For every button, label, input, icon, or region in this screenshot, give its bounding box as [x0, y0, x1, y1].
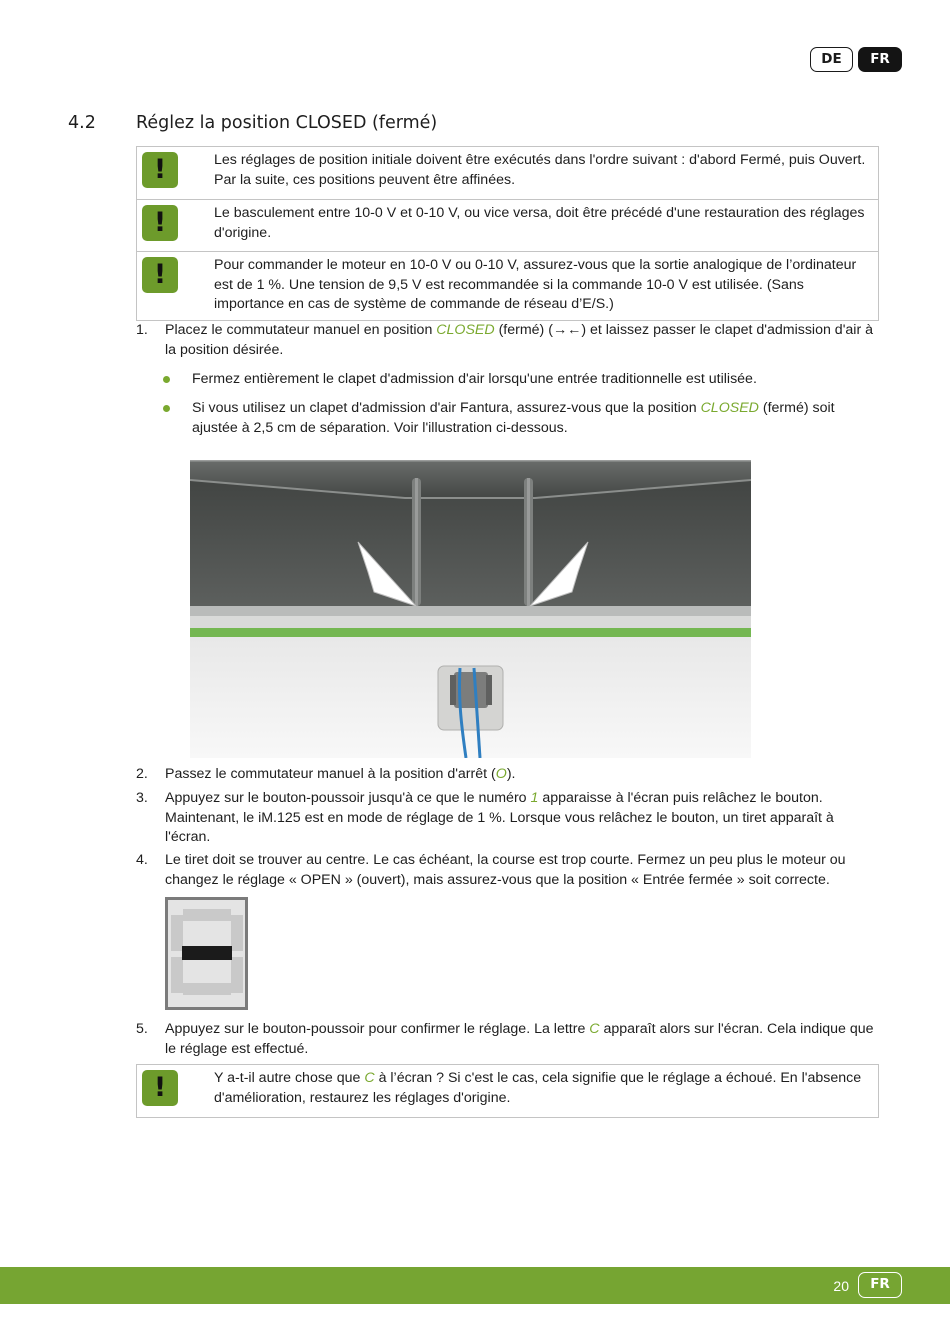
bullet-text: Si vous utilisez un clapet d'admission d'air Fantura, assurez-vous que la position CLOSED (fermé) soit ajustée à 2,5 cm de séparation. Voir l'illustration ci-dessous.: [192, 400, 835, 436]
warning-icon: !: [142, 205, 178, 241]
letter-highlight: C: [589, 1021, 600, 1037]
number-highlight: 1: [530, 790, 539, 806]
step-text: Passez le commutateur manuel à la position d'arrêt (O).: [165, 766, 516, 782]
step-text: Placez le commutateur manuel en position CLOSED (fermé) (→←) et laissez passer le clapet d'admission d'air à la position désirée.: [165, 322, 873, 358]
warning-icon: !: [142, 1070, 178, 1106]
bullet-icon: [163, 405, 170, 412]
step-number: 4.: [136, 852, 148, 868]
step-number: 2.: [136, 766, 148, 782]
step-text: Appuyez sur le bouton-poussoir jusqu'à ce que le numéro 1 apparaisse à l'écran puis relâchez le bouton. Maintenant, le iM.125 est en mode de réglage de 1 %. Lorsque vous relâchez le bouton, un tiret apparaît à l'écran.: [165, 790, 834, 845]
display-dash-illustration: [165, 897, 248, 1010]
warning-text: Les réglages de position initiale doivent être exécutés dans l'ordre suivant : d'abord Fermé, puis Ouvert. Par la suite, ces positions peuvent être affinées.: [214, 152, 866, 188]
footer-lang-button[interactable]: FR: [858, 1272, 902, 1298]
air-inlet-illustration: [190, 460, 751, 758]
bullet-icon: [163, 376, 170, 383]
step-number: 5.: [136, 1021, 148, 1037]
arrow-icon: →←: [552, 322, 582, 338]
bullet-text: Fermez entièrement le clapet d'admission d'air lorsqu'une entrée traditionnelle est utilisée.: [192, 371, 757, 387]
warning-note: [137, 1065, 878, 1117]
warning-icon: !: [142, 257, 178, 293]
footer-bar: [0, 1267, 950, 1304]
closed-highlight: CLOSED: [436, 322, 495, 338]
section-title: Réglez la position CLOSED (fermé): [136, 113, 438, 133]
lang-fr-button[interactable]: FR: [858, 47, 902, 72]
warning-notes-group: [136, 146, 879, 321]
warning-note: [137, 199, 878, 251]
warning-text: Y a-t-il autre chose que C à l’écran ? Si c'est le cas, cela signifie que le réglage a échoué. En l'absence d'amélioration, restaurez les réglages d'origine.: [214, 1070, 862, 1106]
warning-note: [137, 147, 878, 199]
warning-text: Le basculement entre 10-0 V et 0-10 V, ou vice versa, doit être précédé d'une restauration des réglages d'origine.: [214, 205, 865, 241]
step-number: 3.: [136, 790, 148, 806]
step-number: 1.: [136, 322, 148, 338]
warning-notes-group: [136, 1064, 879, 1118]
step-text: Le tiret doit se trouver au centre. Le cas échéant, la course est trop courte. Fermez un peu plus le moteur ou changez le réglage « OPEN » (ouvert), mais assurez-vous que la position « Entrée fermée » soit correcte.: [165, 852, 846, 888]
warning-text: Pour commander le moteur en 10-0 V ou 0-10 V, assurez-vous que la sortie analogique de l’ordinateur est de 1 %. Une tension de 9,5 V est recommandée si la commande 10-0 V est utilisée. (Sans importance en cas de système de commande de réseau d’E/S.): [214, 257, 857, 312]
off-highlight: O: [495, 766, 507, 782]
section-number: 4.2: [68, 113, 96, 133]
warning-icon: !: [142, 152, 178, 188]
page-number: 20: [833, 1278, 849, 1294]
warning-note: [137, 251, 878, 320]
letter-highlight: C: [364, 1070, 375, 1086]
lang-de-button[interactable]: DE: [810, 47, 853, 72]
step-text: Appuyez sur le bouton-poussoir pour confirmer le réglage. La lettre C apparaît alors sur l'écran. Cela indique que le réglage est effectué.: [165, 1021, 874, 1057]
closed-highlight: CLOSED: [700, 400, 759, 416]
